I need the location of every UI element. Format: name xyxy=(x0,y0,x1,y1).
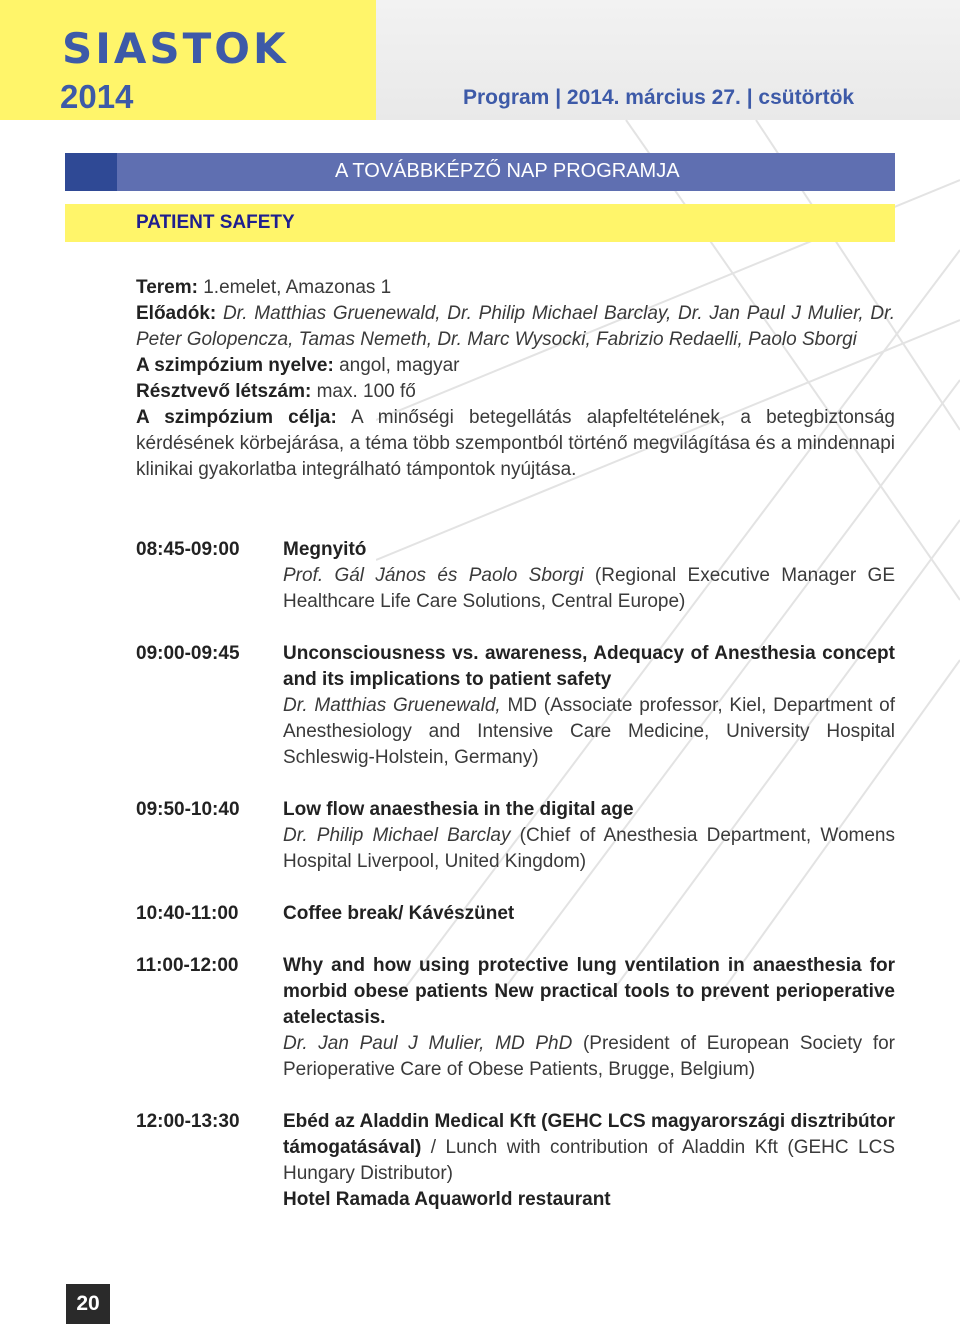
participants-label: Résztvevő létszám: xyxy=(136,381,312,402)
schedule-title: Ebéd az Aladdin Medical Kft (GEHC LCS magyarországi disztribútor támogatásával) xyxy=(283,1111,895,1158)
schedule-row xyxy=(136,1109,895,1213)
schedule-details: (President of European Society for Perioperative Care of Obese Patients, Brugge, Belgium) xyxy=(283,1033,895,1080)
schedule-speaker: Prof. Gál János és Paolo Sborgi xyxy=(283,565,584,586)
schedule-details: / Lunch with contribution of Aladdin Kft (GEHC LCS Hungary Distributor) xyxy=(283,1137,895,1184)
schedule-details: (Regional Executive Manager GE Healthcare Life Care Solutions, Central Europe) xyxy=(283,565,895,612)
speakers-label: Előadók: xyxy=(136,303,217,324)
goal-line xyxy=(136,405,895,483)
schedule-time: 11:00-12:00 xyxy=(136,955,239,976)
schedule-row xyxy=(136,901,895,927)
schedule-time: 12:00-13:30 xyxy=(136,1111,240,1132)
schedule-time: 08:45-09:00 xyxy=(136,539,240,560)
speakers-line xyxy=(136,301,895,353)
schedule-lunch-line xyxy=(283,1109,895,1187)
speakers-value: Dr. Matthias Gruenewald, Dr. Philip Michael Barclay, Dr. Jan Paul J Mulier, Dr. Peter Golopencza, Tamas Nemeth, Dr. Marc Wysocki, Fabrizio Redaelli, Paolo Sborgi xyxy=(136,303,895,350)
section-title: A TOVÁBBKÉPZŐ NAP PROGRAMJA xyxy=(335,160,680,182)
section-title-accent xyxy=(65,153,117,191)
schedule-speaker-line xyxy=(283,1031,895,1083)
schedule-time: 09:00-09:45 xyxy=(136,643,240,664)
logo-title: SIASTOK xyxy=(62,24,289,73)
schedule-row xyxy=(136,641,895,771)
schedule-title: Unconsciousness vs. awareness, Adequacy of Anesthesia concept and its implications to patient safety xyxy=(283,643,895,690)
symposium-info xyxy=(136,275,895,483)
room-label: Terem: xyxy=(136,277,198,298)
schedule-speaker: Dr. Jan Paul J Mulier, MD PhD xyxy=(283,1033,573,1054)
goal-value: A minőségi betegellátás alapfeltételének, a betegbiztonság kérdésének körbejárása, a téma több szempontból történő megvilágítása és a mindennapi klinikai gyakorlatba integrálható támpontok nyújtása. xyxy=(136,407,896,480)
schedule-desc xyxy=(283,797,895,875)
room-value: 1.emelet, Amazonas 1 xyxy=(197,277,392,298)
schedule-title: Low flow anaesthesia in the digital age xyxy=(283,799,634,820)
schedule-desc xyxy=(283,953,895,1083)
schedule-venue: Hotel Ramada Aquaworld restaurant xyxy=(283,1189,611,1210)
schedule-row xyxy=(136,797,895,875)
schedule-speaker-line xyxy=(283,823,895,875)
language-line xyxy=(136,353,895,379)
schedule-speaker-line xyxy=(283,563,895,615)
language-value: angol, magyar xyxy=(333,355,460,376)
page-number: 20 xyxy=(66,1284,110,1324)
schedule-row xyxy=(136,537,895,615)
schedule-desc xyxy=(283,641,895,771)
goal-label: A szimpózium célja: xyxy=(136,407,337,428)
schedule-desc xyxy=(283,901,895,927)
schedule-row xyxy=(136,953,895,1083)
logo-year: 2014 xyxy=(60,78,134,115)
section-subtitle: PATIENT SAFETY xyxy=(136,212,295,233)
schedule-title: Coffee break/ Kávészünet xyxy=(283,903,515,924)
schedule-details: (Chief of Anesthesia Department, Womens Hospital Liverpool, United Kingdom) xyxy=(283,825,895,872)
schedule-time: 10:40-11:00 xyxy=(136,903,239,924)
schedule xyxy=(136,537,895,1239)
schedule-desc xyxy=(283,537,895,615)
schedule-speaker-line xyxy=(283,693,895,771)
schedule-time: 09:50-10:40 xyxy=(136,799,240,820)
participants-line xyxy=(136,379,895,405)
language-label: A szimpózium nyelve: xyxy=(136,355,334,376)
schedule-details: MD (Associate professor, Kiel, Department of Anesthesiology and Intensive Care Medicine, University Hospital Schleswig-Holstein, Germany) xyxy=(283,695,895,768)
schedule-title: Megnyitó xyxy=(283,539,367,560)
schedule-speaker: Dr. Matthias Gruenewald, xyxy=(283,695,501,716)
participants-value: max. 100 fő xyxy=(311,381,416,402)
schedule-speaker: Dr. Philip Michael Barclay xyxy=(283,825,511,846)
schedule-desc xyxy=(283,1109,895,1213)
schedule-title: Why and how using protective lung ventilation in anaesthesia for morbid obese patients New practical tools to prevent perioperative atelectasis. xyxy=(283,955,895,1028)
room-line xyxy=(136,275,895,301)
program-date-line: Program | 2014. március 27. | csütörtök xyxy=(463,86,855,109)
